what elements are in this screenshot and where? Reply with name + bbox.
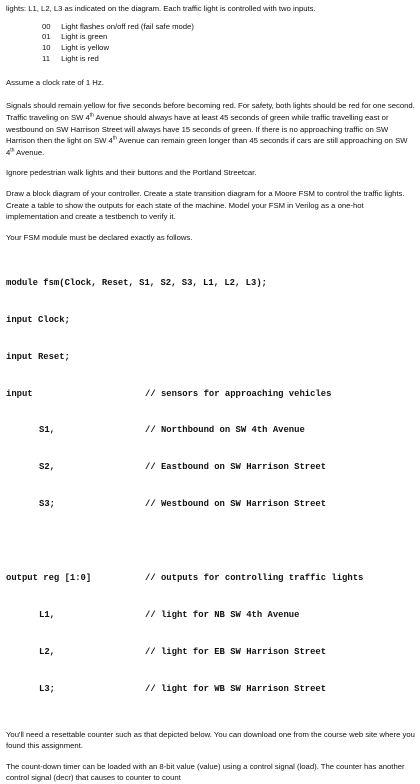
code-line: input Reset;: [6, 351, 70, 362]
code-meaning: Light flashes on/off red (fail safe mode): [61, 21, 194, 31]
code-value: 01: [42, 32, 51, 42]
clock-paragraph: Assume a clock rate of 1 Hz.: [6, 77, 104, 87]
code-line: L3; // light for WB SW Harrison Street: [39, 683, 327, 694]
code-row: [42, 43, 416, 54]
code-line: input Clock;: [6, 314, 70, 325]
code-line: module fsm(Clock, Reset, S1, S2, S3, L1, L2, L3);: [6, 277, 267, 288]
code-row: [42, 32, 416, 43]
code-value: 11: [42, 53, 50, 63]
code-meaning: Light is green: [61, 32, 108, 42]
block-diagram-paragraph: Draw a block diagram of your controller. Create a state transition diagram for a Moore FSM to control the traffic lights. Create a table to show the outputs for each state of the machine. Model your FSM in Verilog as a one-hot implementation and create a testbench to verify it.: [6, 188, 405, 222]
declare-paragraph: Your FSM module must be declared exactly as follows.: [6, 232, 193, 242]
light-code-list: [42, 22, 416, 65]
code-line: S1, // Northbound on SW 4th Avenue: [39, 425, 305, 436]
signals-paragraph: Signals should remain yellow for five seconds before becoming red. For safety, both lights should be red for one second. Traffic traveling on SW 4th Avenue should always have at least 45 seconds of green while traffic travelling east or westbound on SW Harrison Street will always have 15 seconds of green. If there is no approaching traffic on SW Harrison then the light on SW 4th Avenue can remain green longer than 45 seconds if cars are still approaching on SW 4th Avenue.: [6, 101, 415, 157]
ignore-paragraph: Ignore pedestrian walk lights and their buttons and the Portland Streetcar.: [6, 168, 257, 178]
code-line: input // sensors for approaching vehicles: [6, 388, 332, 399]
code-meaning: Light is red: [61, 53, 99, 63]
code-line: L2, // light for EB SW Harrison Street: [39, 646, 327, 657]
intro-paragraph: lights: L1, L2, L3 as indicated on the diagram. Each traffic light is controlled with two inputs.: [6, 4, 316, 13]
code-value: 10: [42, 43, 51, 53]
code-row: [42, 54, 416, 65]
code-row: [42, 22, 416, 33]
code-line: S3; // Westbound on SW Harrison Street: [39, 499, 327, 510]
code-line: L1, // light for NB SW 4th Avenue: [39, 609, 300, 620]
code-line: output reg [1:0] // outputs for controlling traffic lights: [6, 573, 364, 584]
countdown-paragraph: The count-down timer can be loaded with an 8-bit value (value) using a control signal (load). The counter has another control signal (decr) that causes to counter to count: [6, 761, 405, 783]
document-page: [6, 0, 416, 784]
code-meaning: Light is yellow: [61, 43, 109, 53]
code-line: S2, // Eastbound on SW Harrison Street: [39, 462, 327, 473]
code-value: 00: [42, 21, 51, 31]
counter-paragraph: You'll need a resettable counter such as that depicted below. You can download one from the course web site where you found this assignment.: [6, 729, 415, 751]
verilog-code-block: [6, 252, 416, 719]
